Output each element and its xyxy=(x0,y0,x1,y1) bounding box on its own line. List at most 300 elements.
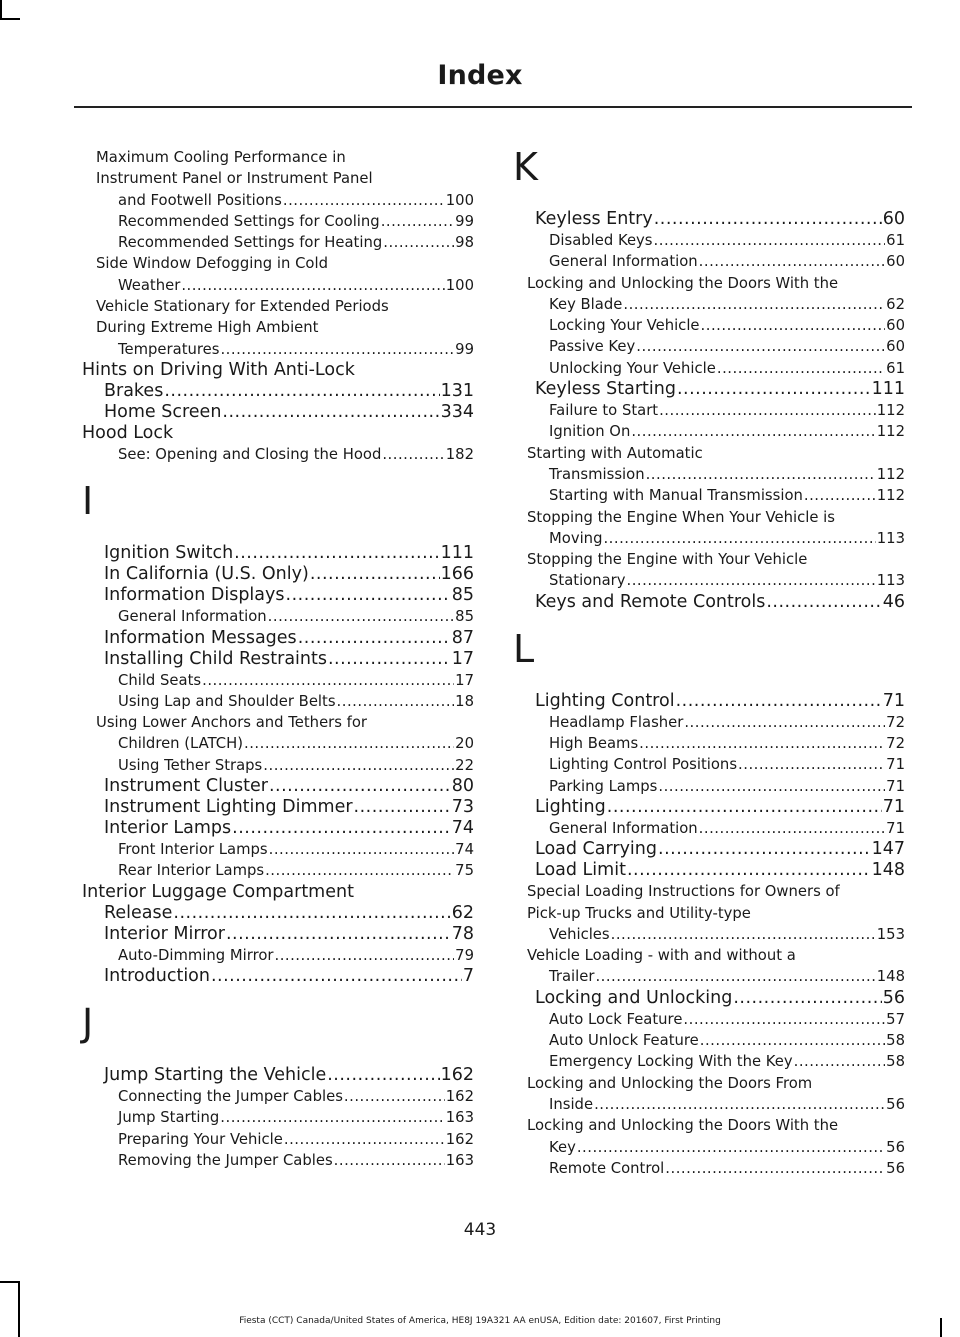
entry-page-number: 153 xyxy=(876,925,905,943)
dot-leader xyxy=(594,1094,885,1115)
entry-text: Starting with Automatic xyxy=(527,444,703,462)
entry-page-number: 162 xyxy=(445,1087,474,1105)
entry-page-number: 62 xyxy=(886,295,905,313)
dot-leader xyxy=(665,1158,885,1179)
entry-text: General Information xyxy=(549,819,698,837)
index-subentry xyxy=(513,1158,905,1179)
dot-leader xyxy=(337,691,455,712)
entry-leader-line xyxy=(535,691,905,712)
index-subentry xyxy=(513,1115,905,1158)
entry-leader-line xyxy=(549,528,905,549)
entry-leader-line xyxy=(104,966,474,987)
entry-text: Key Blade xyxy=(549,295,623,313)
entry-text: Unlocking Your Vehicle xyxy=(549,359,716,377)
entry-page-number: 85 xyxy=(451,585,474,606)
entry-text: Locking and Unlocking the Doors From xyxy=(527,1074,813,1092)
entry-text: Interior Luggage Compartment xyxy=(82,881,354,902)
index-entry xyxy=(82,797,474,818)
entry-leader-line xyxy=(118,733,474,754)
entry-page-number: 163 xyxy=(445,1151,474,1169)
index-subentry xyxy=(82,232,474,253)
entry-leader-line xyxy=(549,294,905,315)
entry-page-number: 60 xyxy=(882,209,905,229)
entry-leader-line xyxy=(549,230,905,251)
entry-page-number: 56 xyxy=(886,1159,905,1177)
index-subentry xyxy=(513,358,905,379)
index-subentry xyxy=(513,818,905,839)
dot-leader xyxy=(263,755,454,776)
entry-leader-line xyxy=(549,485,905,506)
dot-leader xyxy=(244,733,454,754)
dot-leader xyxy=(222,402,439,423)
entry-text: Hints on Driving With Anti-Lock xyxy=(82,359,355,380)
entry-page-number: 74 xyxy=(455,841,474,859)
dot-leader xyxy=(631,421,875,442)
dot-leader xyxy=(354,797,451,818)
entry-text: Special Loading Instructions for Owners of xyxy=(527,883,840,901)
dot-leader xyxy=(211,966,462,987)
entry-leader-line xyxy=(118,691,474,712)
index-subentry xyxy=(513,733,905,754)
entry-leader-line xyxy=(118,839,474,860)
index-subentry xyxy=(513,443,905,486)
index-subentry xyxy=(513,712,905,733)
entry-text: High Beams xyxy=(549,735,639,753)
entry-text: Lighting Control Positions xyxy=(549,756,738,774)
entry-leader-line xyxy=(535,839,905,860)
dot-leader xyxy=(577,1137,885,1158)
entry-leader-line xyxy=(118,211,474,232)
entry-text: In California (U.S. Only) xyxy=(104,564,309,585)
index-entry xyxy=(82,402,474,423)
entry-page-number: 60 xyxy=(886,253,905,271)
entry-page-number: 57 xyxy=(886,1010,905,1028)
entry-text: Temperatures xyxy=(118,340,220,358)
entry-text: Starting with Manual Transmission xyxy=(549,487,803,505)
entry-text: Using Lap and Shoulder Belts xyxy=(118,692,336,710)
entry-text: Keyless Entry xyxy=(535,209,653,229)
entry-text: Lighting xyxy=(535,796,606,817)
dot-leader xyxy=(381,211,454,232)
entry-page-number: 162 xyxy=(445,1130,474,1148)
entry-text: Maximum Cooling Performance in xyxy=(96,149,346,166)
dot-leader xyxy=(595,966,875,987)
entry-leader-line xyxy=(549,754,905,775)
index-entry xyxy=(513,988,905,1009)
entry-page-number: 56 xyxy=(886,1095,905,1113)
index-subentry xyxy=(513,1051,905,1072)
dot-leader xyxy=(164,381,439,402)
entry-page-number: 131 xyxy=(440,380,474,401)
entry-leader-line xyxy=(549,1158,905,1179)
entry-leader-line xyxy=(104,797,474,818)
entry-page-number: 111 xyxy=(871,379,905,400)
entry-leader-line xyxy=(549,570,905,591)
index-subentry xyxy=(82,211,474,232)
entry-text: Stopping the Engine with Your Vehicle xyxy=(527,551,808,569)
dot-leader xyxy=(268,606,454,627)
page-title: Index xyxy=(437,60,523,91)
entry-page-number: 163 xyxy=(445,1109,474,1127)
entry-text: Auto-Dimming Mirror xyxy=(118,946,274,964)
entry-text: Passive Key xyxy=(549,338,636,356)
entry-leader-line xyxy=(118,1150,474,1171)
entry-text: Introduction xyxy=(104,965,210,986)
entry-text: Locking and Unlocking the Doors With the xyxy=(527,274,839,292)
index-subentry xyxy=(513,273,905,316)
entry-text: Auto Lock Feature xyxy=(549,1010,683,1028)
entry-text: Preparing Your Vehicle xyxy=(118,1130,283,1148)
index-column-right xyxy=(513,147,905,1179)
entry-leader-line xyxy=(118,190,474,211)
entry-leader-line xyxy=(118,1107,474,1128)
dot-leader xyxy=(611,924,876,945)
dot-leader xyxy=(328,649,451,670)
page-number: 443 xyxy=(463,1220,497,1240)
dot-leader xyxy=(654,230,886,251)
crop-mark-top-left-horizontal xyxy=(0,18,20,20)
footer-edition-info: Fiesta (CCT) Canada/United States of America, HE8J 19A321 AA enUSA, Edition date: 201607, First Printing xyxy=(239,1316,721,1326)
dot-leader xyxy=(284,1129,445,1150)
entry-leader-line xyxy=(549,421,905,442)
dot-leader xyxy=(733,988,881,1009)
entry-text: Lighting Control xyxy=(535,690,675,711)
index-subentry xyxy=(513,776,905,797)
entry-text: Brakes xyxy=(104,380,164,401)
entry-text: Vehicle Stationary for Extended Periods xyxy=(96,298,389,316)
entry-text: Front Interior Lamps xyxy=(118,841,268,859)
entry-text: Moving xyxy=(549,529,603,547)
section-letter: I xyxy=(82,479,94,524)
entry-leader-line xyxy=(549,315,905,336)
entry-page-number: 79 xyxy=(455,946,474,964)
entry-text: General Information xyxy=(118,608,267,626)
entry-page-number: 87 xyxy=(451,627,474,648)
entry-page-number: 17 xyxy=(451,648,474,669)
entry-text: Using Lower Anchors and Tethers for xyxy=(96,714,368,732)
entry-text: Interior Mirror xyxy=(104,923,225,944)
entry-page-number: 22 xyxy=(455,756,474,774)
dot-leader xyxy=(607,797,882,818)
index-entry xyxy=(82,585,474,606)
entry-text: Using Tether Straps xyxy=(118,756,263,774)
entry-text: Release xyxy=(104,902,173,923)
entry-leader-line xyxy=(549,712,905,733)
entry-text: Recommended Settings for Heating xyxy=(118,234,383,252)
entry-page-number: 147 xyxy=(871,839,905,860)
entry-leader-line xyxy=(104,818,474,839)
entry-leader-line xyxy=(104,564,474,585)
entry-text: Child Seats xyxy=(118,671,202,689)
entry-text: Side Window Defogging in Cold xyxy=(96,255,328,273)
index-subentry xyxy=(513,315,905,336)
entry-page-number: 72 xyxy=(886,713,905,731)
index-entry xyxy=(82,1065,474,1086)
entry-page-number: 71 xyxy=(886,777,905,795)
entry-leader-line xyxy=(549,776,905,797)
entry-text: Trailer xyxy=(549,968,595,986)
index-subentry xyxy=(82,839,474,860)
index-subentry xyxy=(82,712,474,755)
index-entry xyxy=(513,839,905,860)
entry-text: Disabled Keys xyxy=(549,232,653,249)
index-column-left xyxy=(82,147,474,1171)
entry-page-number: 148 xyxy=(871,860,905,881)
entry-leader-line xyxy=(104,381,474,402)
dot-leader xyxy=(623,294,885,315)
entry-leader-line xyxy=(549,924,905,945)
entry-text: Connecting the Jumper Cables xyxy=(118,1087,343,1105)
entry-page-number: 20 xyxy=(455,735,474,753)
index-subentry xyxy=(82,945,474,966)
dot-leader xyxy=(683,1009,885,1030)
index-subentry xyxy=(513,1009,905,1030)
index-entry xyxy=(82,564,474,585)
entry-leader-line xyxy=(549,358,905,379)
entry-page-number: 18 xyxy=(455,692,474,710)
entry-page-number: 182 xyxy=(445,445,474,463)
entry-text: Locking and Unlocking xyxy=(535,987,733,1008)
entry-leader-line xyxy=(118,1129,474,1150)
entry-page-number: 78 xyxy=(451,923,474,944)
dot-leader xyxy=(274,945,454,966)
entry-text: Remote Control xyxy=(549,1159,665,1177)
index-subentry xyxy=(82,691,474,712)
entry-text: Auto Unlock Feature xyxy=(549,1032,699,1050)
entry-text: Installing Child Restraints xyxy=(104,648,327,669)
entry-page-number: 113 xyxy=(876,572,905,590)
dot-leader xyxy=(738,754,885,775)
entry-leader-line xyxy=(118,945,474,966)
index-subentry xyxy=(513,881,905,945)
entry-page-number: 71 xyxy=(882,796,905,817)
entry-text: Load Carrying xyxy=(535,839,657,860)
entry-text: Instrument Cluster xyxy=(104,776,268,797)
entry-leader-line xyxy=(549,400,905,421)
dot-leader xyxy=(794,1051,886,1072)
entry-text: and Footwell Positions xyxy=(118,191,282,209)
dot-leader xyxy=(298,628,451,649)
entry-text: Rear Interior Lamps xyxy=(118,862,265,880)
entry-page-number: 166 xyxy=(440,564,474,585)
dot-leader xyxy=(202,670,454,691)
entry-page-number: 85 xyxy=(455,608,474,626)
dot-leader xyxy=(701,315,886,336)
index-entry xyxy=(82,966,474,987)
entry-leader-line xyxy=(118,670,474,691)
entry-page-number: 334 xyxy=(440,401,474,422)
entry-page-number: 75 xyxy=(455,862,474,880)
entry-leader-line xyxy=(118,275,474,296)
entry-leader-line xyxy=(104,776,474,797)
dot-leader xyxy=(265,860,454,881)
dot-leader xyxy=(636,336,885,357)
entry-text: Hood Lock xyxy=(82,422,174,443)
crop-mark-bottom-left xyxy=(0,1281,20,1283)
dot-leader xyxy=(717,358,885,379)
dot-leader xyxy=(654,209,882,230)
entry-page-number: 62 xyxy=(451,902,474,923)
entry-leader-line xyxy=(549,1137,905,1158)
entry-page-number: 113 xyxy=(876,529,905,547)
index-entry xyxy=(82,628,474,649)
dot-leader xyxy=(646,464,876,485)
entry-text: Headlamp Flasher xyxy=(549,713,684,731)
dot-leader xyxy=(226,924,451,945)
entry-leader-line xyxy=(549,336,905,357)
index-subentry xyxy=(82,860,474,881)
index-entry xyxy=(82,882,474,924)
index-subentry xyxy=(82,253,474,296)
index-subentry xyxy=(513,1073,905,1116)
entry-text: Stopping the Engine When Your Vehicle is xyxy=(527,508,835,526)
entry-text-continued: Pick-up Trucks and Utility-type xyxy=(527,904,751,922)
index-subentry xyxy=(513,251,905,272)
entry-page-number: 112 xyxy=(876,423,905,441)
entry-text: Vehicle Loading - with and without a xyxy=(527,947,796,965)
dot-leader xyxy=(383,232,454,253)
entry-page-number: 148 xyxy=(876,968,905,986)
entry-leader-line xyxy=(104,628,474,649)
entry-page-number: 112 xyxy=(876,402,905,420)
dot-leader xyxy=(658,839,871,860)
index-subentry xyxy=(82,1107,474,1128)
entry-text: Keys and Remote Controls xyxy=(535,591,766,612)
index-entry xyxy=(82,423,474,444)
entry-text: Removing the Jumper Cables xyxy=(118,1151,333,1169)
entry-page-number: 7 xyxy=(462,965,474,986)
dot-leader xyxy=(676,691,882,712)
entry-page-number: 100 xyxy=(445,191,474,209)
index-subentry xyxy=(82,755,474,776)
index-subentry xyxy=(513,754,905,775)
entry-leader-line xyxy=(549,733,905,754)
entry-page-number: 72 xyxy=(886,735,905,753)
dot-leader xyxy=(232,818,451,839)
entry-page-number: 46 xyxy=(882,591,905,612)
entry-page-number: 112 xyxy=(876,465,905,483)
index-entry xyxy=(82,924,474,945)
dot-leader xyxy=(310,564,440,585)
entry-leader-line xyxy=(535,379,905,400)
index-entry xyxy=(82,543,474,564)
dot-leader xyxy=(603,528,875,549)
header-rule xyxy=(74,106,912,108)
dot-leader xyxy=(766,592,881,613)
crop-mark-top-left xyxy=(0,0,2,20)
entry-page-number: 112 xyxy=(876,487,905,505)
entry-text: Vehicles xyxy=(549,925,610,943)
entry-leader-line xyxy=(118,755,474,776)
index-subentry xyxy=(513,230,905,251)
dot-leader xyxy=(684,712,885,733)
index-entry xyxy=(82,649,474,670)
entry-page-number: 71 xyxy=(886,756,905,774)
entry-leader-line xyxy=(549,966,905,987)
entry-leader-line xyxy=(104,1065,474,1086)
index-subentry xyxy=(513,336,905,357)
entry-page-number: 99 xyxy=(455,212,474,230)
section-letter: L xyxy=(513,626,535,671)
entry-leader-line xyxy=(549,464,905,485)
index-subentry xyxy=(513,485,905,506)
entry-text: Stationary xyxy=(549,572,626,590)
dot-leader xyxy=(659,400,876,421)
entry-page-number: 73 xyxy=(451,797,474,818)
entry-page-number: 99 xyxy=(455,340,474,358)
entry-leader-line xyxy=(104,543,474,564)
entry-page-number: 74 xyxy=(451,818,474,839)
dot-leader xyxy=(804,485,876,506)
dot-leader xyxy=(700,1030,885,1051)
index-entry xyxy=(82,360,474,402)
entry-page-number: 100 xyxy=(445,276,474,294)
entry-page-number: 56 xyxy=(882,987,905,1008)
index-entry xyxy=(513,797,905,818)
entry-leader-line xyxy=(535,209,905,230)
dot-leader xyxy=(344,1086,445,1107)
entry-text: Emergency Locking With the Key xyxy=(549,1053,793,1071)
entry-text: Jump Starting the Vehicle xyxy=(104,1064,327,1085)
entry-text: Key xyxy=(549,1138,576,1156)
entry-text: Load Limit xyxy=(535,860,626,881)
entry-leader-line xyxy=(535,592,905,613)
index-subentry xyxy=(513,549,905,592)
entry-text: Interior Lamps xyxy=(104,818,232,839)
entry-text: Locking and Unlocking the Doors With the xyxy=(527,1117,839,1135)
entry-text: See: Opening and Closing the Hood xyxy=(118,445,382,463)
index-subentry xyxy=(513,507,905,550)
entry-text: Jump Starting xyxy=(118,1109,220,1127)
entry-text: Transmission xyxy=(549,465,645,483)
dot-leader xyxy=(181,275,444,296)
section-letter: J xyxy=(82,1000,94,1045)
index-subentry xyxy=(513,945,905,988)
index-subentry xyxy=(82,606,474,627)
dot-leader xyxy=(220,339,454,360)
entry-text: Ignition Switch xyxy=(104,543,234,564)
entry-text: Weather xyxy=(118,276,181,294)
dot-leader xyxy=(627,570,876,591)
index-subentry xyxy=(82,1086,474,1107)
entry-text-continued: During Extreme High Ambient xyxy=(96,319,319,337)
dot-leader xyxy=(382,444,444,465)
entry-leader-line xyxy=(118,444,474,465)
entry-page-number: 56 xyxy=(886,1138,905,1156)
entry-page-number: 71 xyxy=(886,819,905,837)
entry-text: Recommended Settings for Cooling xyxy=(118,212,380,230)
index-subentry xyxy=(82,1129,474,1150)
entry-leader-line xyxy=(549,818,905,839)
entry-text: Failure to Start xyxy=(549,402,659,420)
dot-leader xyxy=(699,251,885,272)
entry-leader-line xyxy=(118,1086,474,1107)
index-subentry xyxy=(513,421,905,442)
entry-text: Parking Lamps xyxy=(549,777,658,795)
entry-page-number: 58 xyxy=(886,1053,905,1071)
dot-leader xyxy=(639,733,885,754)
entry-leader-line xyxy=(549,1051,905,1072)
entry-page-number: 162 xyxy=(440,1064,474,1085)
entry-text: Information Displays xyxy=(104,585,285,606)
dot-leader xyxy=(269,839,455,860)
entry-leader-line xyxy=(535,988,905,1009)
entry-leader-line xyxy=(549,251,905,272)
entry-text: Information Messages xyxy=(104,627,297,648)
dot-leader xyxy=(658,776,885,797)
dot-leader xyxy=(234,543,439,564)
dot-leader xyxy=(677,379,871,400)
